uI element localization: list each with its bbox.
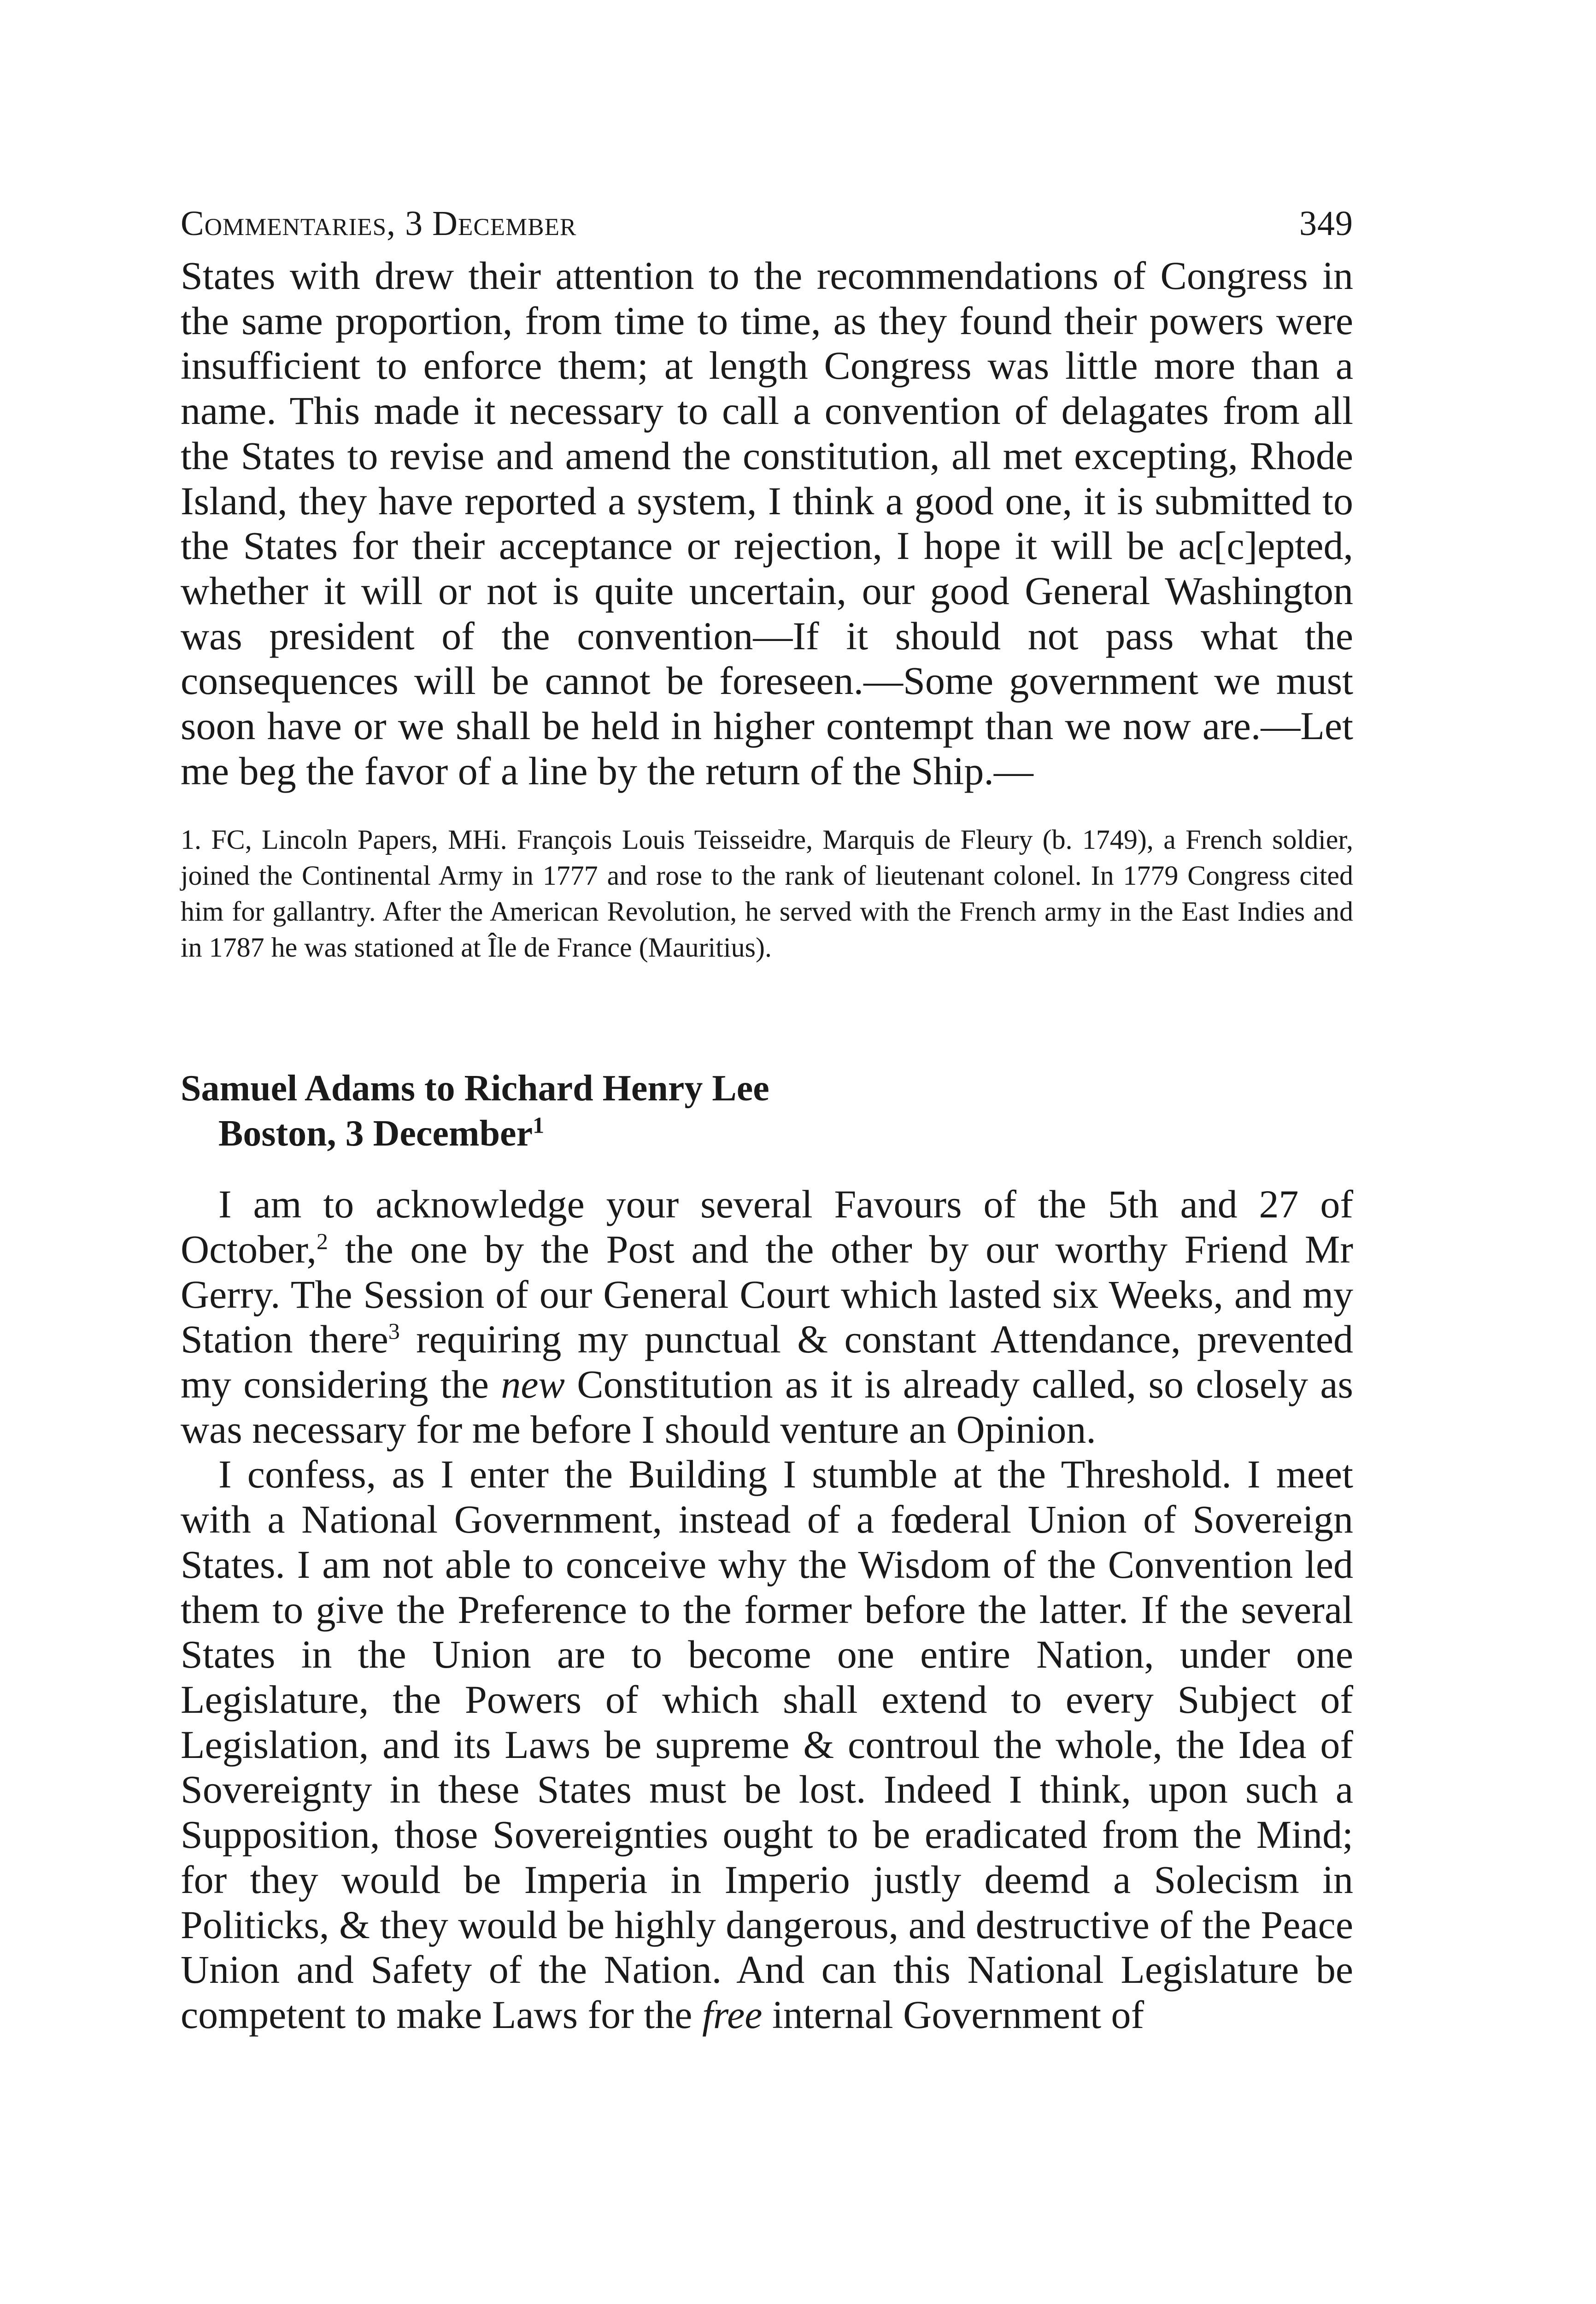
letter-p2-italic: free (702, 1992, 763, 2037)
letter-paragraph-1 (181, 1182, 1353, 1452)
heading-title: Samuel Adams to Richard Henry Lee (181, 1068, 769, 1109)
continuation-paragraph: States with drew their attention to the recommendations of Congress in the same proportion, from time to time, as they found their powers were insufficient to enforce them; at length Congress was little more than a name. This made it necessary to call a convention of delagates from all the States to revise and amend the constitution, all met excepting, Rhode Island, they have reported a system, I think a good one, it is submitted to the States for their acceptance or rejection, I hope it will be ac[c]epted, whether it will or not is quite uncertain, our good General Washington was president of the convention—If it should not pass what the consequences will be cannot be foreseen.—Some government we must soon have or we shall be held in higher contempt than we now are.—Let me beg the favor of a line by the return of the Ship.— (181, 253, 1353, 793)
note-ref-2: 2 (317, 1228, 329, 1254)
footnotes (181, 822, 1353, 965)
letter-paragraph-2 (181, 1452, 1353, 2037)
letter-p1-italic: new (501, 1362, 565, 1407)
page-number: 349 (1299, 204, 1353, 243)
letter-p2-text-a: I confess, as I enter the Building I stumble at the Threshold. I meet with a National Government, instead of a fœderal Union of Sovereign States. I am not able to conceive why the Wisdom of the Convention led them to give the Preference to the former before the latter. If the several States in the Union are to become one entire Nation, under one Legislature, the Powers of which shall extend to every Subject of Legislation, and its Laws be supreme & controul the whole, the Idea of Sovereignty in these States must be lost. Indeed I think, upon such a Supposition, those Sovereignties ought to be eradicated from the Mind; for they would be Imperia in Imperio justly deemd a Solecism in Politicks, & they would be highly dangerous, and destructive of the Peace Union and Safety of the Nation. And can this National Legislature be competent to make Laws for the (181, 1452, 1353, 2037)
note-ref-3: 3 (388, 1318, 400, 1344)
heading-place-date (181, 1111, 1353, 1156)
letter-p1-text-c: requiring my punctual & constant Attendance, prevented my considering the (181, 1317, 1353, 1407)
continuation-text-block (181, 253, 1353, 793)
letter-p1-text-b: the one by the Post and the other by our worthy Friend Mr Gerry. The Session of our General Court which lasted six Weeks, and my Station there (181, 1227, 1353, 1362)
document-page (181, 203, 1353, 2038)
letter-p1-text-a: I am to acknowledge your several Favours of the 5th and 27 of October, (181, 1182, 1353, 1271)
letter-p1-text-d: Constitution as it is already called, so closely as was necessary for me before I should venture an Opinion. (181, 1362, 1353, 1452)
footnote-1: 1. FC, Lincoln Papers, MHi. François Louis Teisseidre, Marquis de Fleury (b. 1749), a French soldier, joined the Continental Army in 1777 and rose to the rank of lieutenant colonel. In 1779 Congress cited him for gallantry. After the American Revolution, he served with the French army in the East Indies and in 1787 he was stationed at Île de France (Mauritius). (181, 824, 1353, 963)
running-head (181, 203, 1353, 253)
document-heading (181, 1066, 1353, 1156)
letter-body (181, 1182, 1353, 2037)
running-head-title: Commentaries, 3 December (181, 204, 577, 243)
heading-note-ref: 1 (533, 1112, 545, 1138)
heading-place-date-text: Boston, 3 December (218, 1113, 533, 1154)
letter-p2-text-b: internal Government of (762, 1992, 1144, 2037)
